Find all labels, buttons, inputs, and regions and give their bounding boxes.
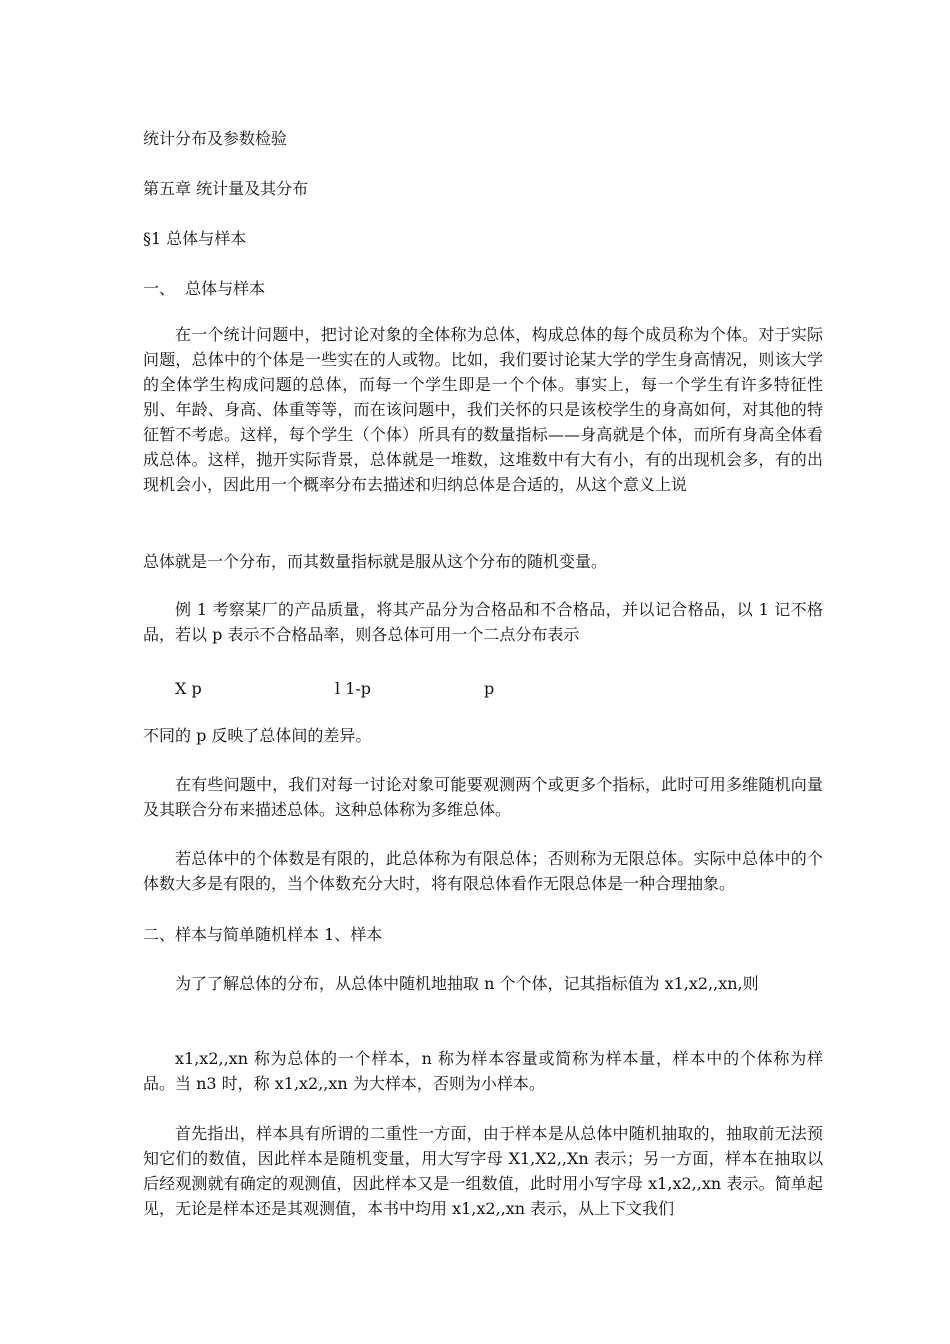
chapter-heading: 第五章 统计量及其分布 [143, 179, 309, 198]
document-title: 统计分布及参数检验 [143, 129, 288, 148]
paragraph: 若总体中的个体数是有限的，此总体称为有限总体；否则称为无限总体。实际中总体中的个体数大多是有限的，当个体数充分大时，将有限总体看作无限总体是一种合理抽象。 [143, 849, 823, 893]
table-cell: l 1-p [335, 679, 372, 698]
subsection-heading: 二、样本与简单随机样本 1、样本 [143, 925, 383, 944]
paragraph: 总体就是一个分布，而其数量指标就是服从这个分布的随机变量。 [143, 552, 608, 571]
paragraph: 为了了解总体的分布，从总体中随机地抽取 n 个个体，记其指标值为 x1,x2,,xn,则 [175, 974, 759, 993]
paragraph: 不同的 p 反映了总体间的差异。 [143, 726, 372, 745]
paragraph: 例 1 考察某厂的产品质量，将其产品分为合格品和不合格品，并以记合格品，以 1 记不格品，若以 p 表示不合格品率，则各总体可用一个二点分布表示 [143, 600, 823, 644]
paragraph: 在有些问题中，我们对每一讨论对象可能要观测两个或更多个指标，此时可用多维随机向量及其联合分布来描述总体。这种总体称为多维总体。 [143, 775, 823, 819]
paragraph: x1,x2,,xn 称为总体的一个样本，n 称为样本容量或简称为样本量，样本中的个体称为样品。当 n3 时，称 x1,x2,,xn 为大样本，否则为小样本。 [143, 1049, 823, 1093]
table-cell: p [484, 679, 495, 698]
paragraph: 首先指出，样本具有所谓的二重性一方面，由于样本是从总体中随机抽取的，抽取前无法预知它们的数值，因此样本是随机变量，用大写字母 X1,X2,,Xn 表示；另一方面，样本在抽取以后经观测就有确定的观测值，因此样本又是一组数值，此时用小写字母 x1,x2,,xn 表示。简单起见，无论是样本还是其观测值，本书中均用 x1,x2,,xn 表示，从上下文我们 [143, 1124, 823, 1218]
subsection-heading: 一、 总体与样本 [143, 279, 266, 298]
section-heading: §1 总体与样本 [143, 229, 247, 248]
paragraph: 在一个统计问题中，把讨论对象的全体称为总体，构成总体的每个成员称为个体。对于实际问题，总体中的个体是一些实在的人或物。比如，我们要讨论某大学的学生身高情况，则该大学的全体学生构成问题的总体，而每一个学生即是一个个体。事实上，每一个学生有许多特征性别、年龄、身高、体重等等，而在该问题中，我们关怀的只是该校学生的身高如何，对其他的特征暂不考虑。这样，每个学生（个体）所具有的数量指标——身高就是个体，而所有身高全体看成总体。这样，抛开实际背景，总体就是一堆数，这堆数中有大有小，有的出现机会多，有的出现机会小，因此用一个概率分布去描述和归纳总体是合适的，从这个意义上说 [143, 325, 823, 494]
table-cell: X p [175, 679, 202, 698]
